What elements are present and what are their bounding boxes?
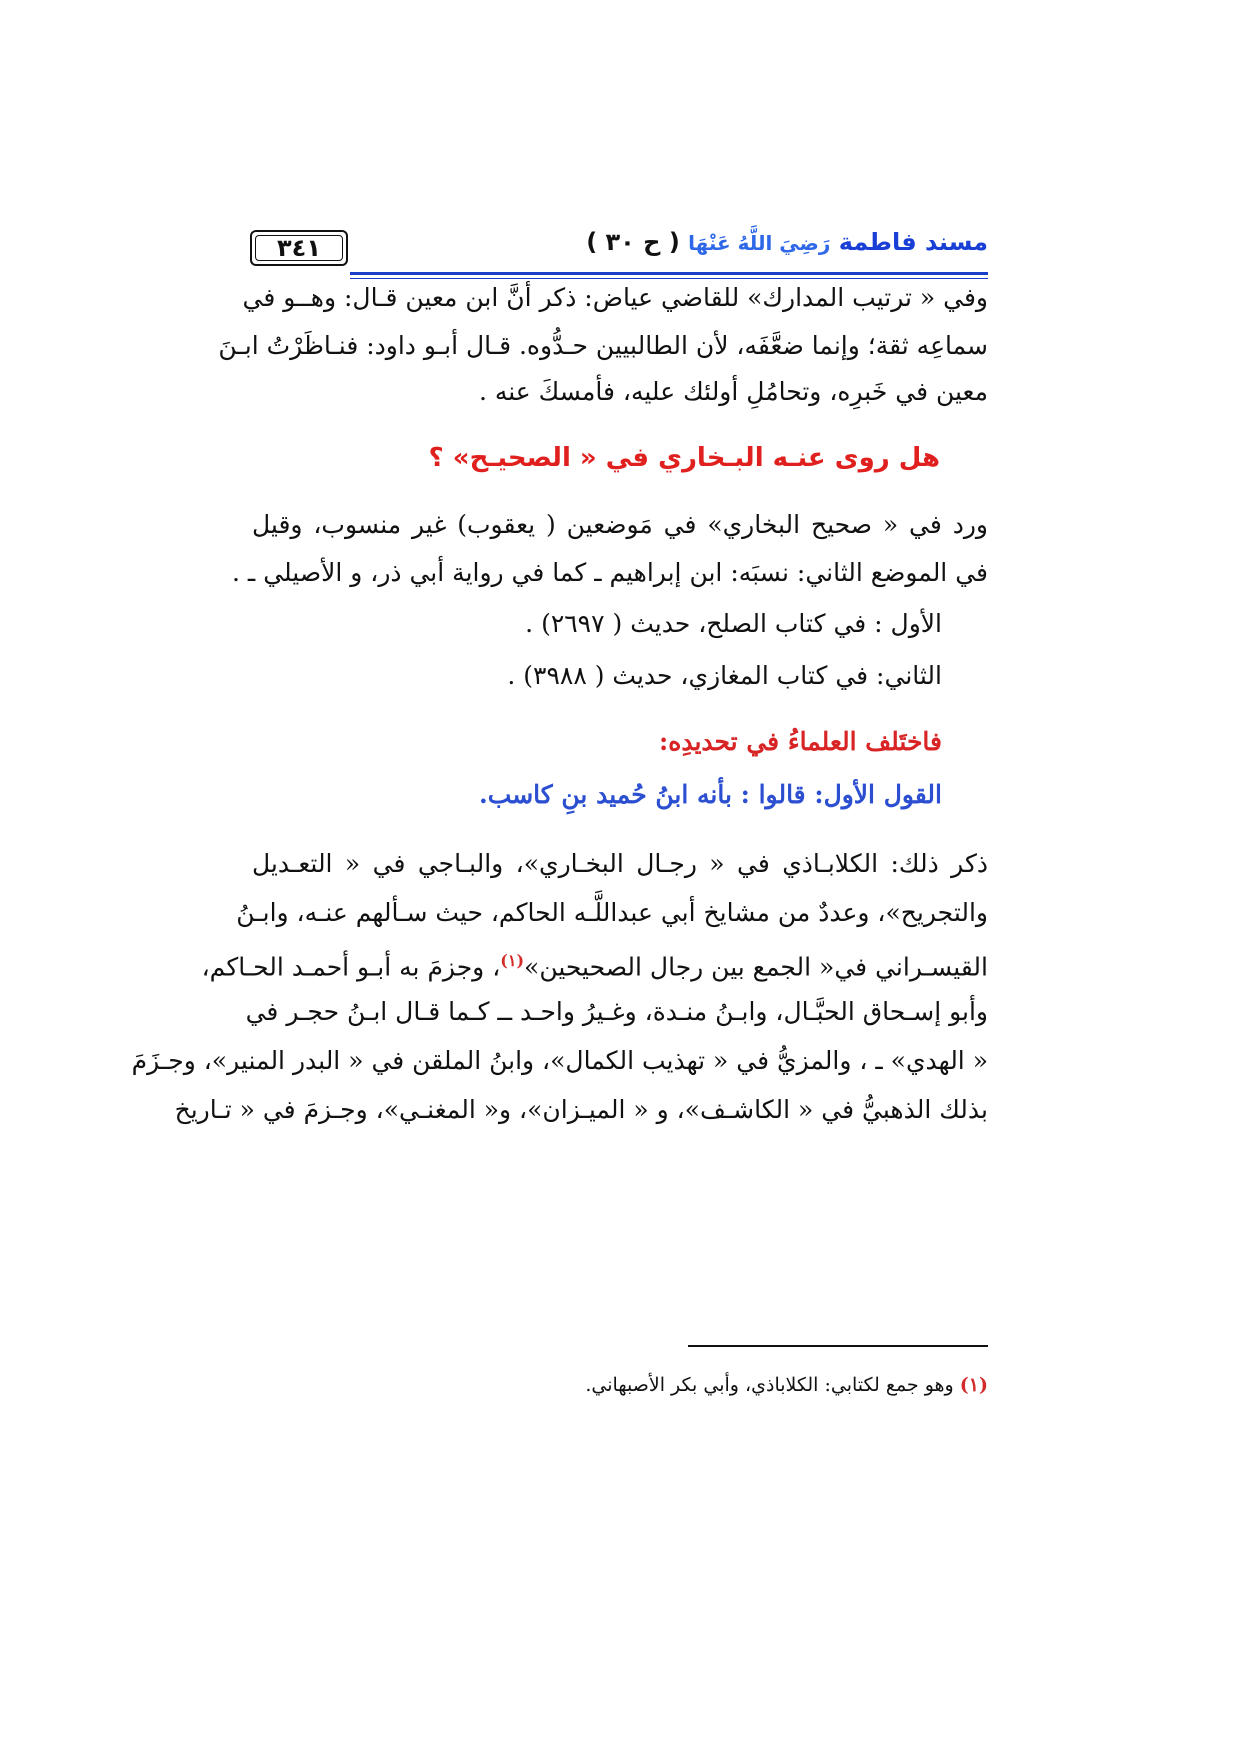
page-number-box: [250, 230, 348, 266]
paragraph-1-line-2: سماعِه ثقة؛ وإنما ضعَّفَه، لأن الطالبيين حـدُّوه. قـال أبـو داود: فنـاظَرْتُ ابـنَ: [218, 331, 988, 360]
paragraph-3-line-4: وأبو إسـحاق الحبَّـال، وابـنُ منـدة، وغـيرُ واحـد ــ كـما قـال ابـنُ حجـر في: [245, 997, 988, 1026]
paragraph-3-line-3-a: القيسـراني في« الجمع بين رجال الصحيحين»: [524, 952, 988, 982]
paragraph-2-line-1: ورد في « صحيح البخاري» في مَوضعين ( يعقوب) غير منسوب، وقيل: [252, 510, 988, 539]
subheading-scholars-differ: فاختَلف العلماءُ في تحديدِه:: [659, 727, 942, 756]
section-heading: هل روى عنـه البـخاري في « الصحيـح» ؟: [428, 443, 940, 473]
paragraph-2-line-4: الثاني: في كتاب المغازي، حديث ( ٣٩٨٨) .: [507, 661, 942, 690]
paragraph-2-line-3: الأول : في كتاب الصلح، حديث ( ٢٦٩٧) .: [525, 609, 942, 638]
footnote-separator: [688, 1345, 988, 1347]
paragraph-3-line-6: بذلك الذهبيُّ في « الكاشـف»، و « الميـزان»، و« المغنـي»، وجـزمَ في « تـاريخ: [174, 1095, 988, 1124]
paragraph-3-line-3-b: ، وجزمَ به أبـو أحمـد الحـاكم،: [201, 952, 501, 982]
page-header: [250, 228, 988, 272]
header-rule-thick: [350, 272, 988, 275]
running-title: [586, 228, 988, 256]
footnote-number: (١): [959, 1374, 988, 1396]
footnote: [585, 1370, 988, 1400]
paragraph-3-line-3: [201, 941, 988, 987]
honorific-glyph: رَضِيَ اللَّهُ عَنْهَا: [688, 231, 831, 255]
paragraph-1-line-1: وفي « ترتيب المدارك» للقاضي عياض: ذكر أنَّ ابن معين قـال: وهــو في: [242, 283, 988, 312]
running-title-name: مسند فاطمة: [838, 228, 988, 256]
footnote-reference: (١): [500, 951, 525, 970]
paragraph-2-line-2: في الموضع الثاني: نسبَه: ابن إبراهيم ـ كما في رواية أبي ذر، و الأصيلي ـ .: [232, 558, 988, 587]
page-number: ٣٤١: [277, 234, 321, 262]
subheading-first-opinion: القول الأول: قالوا : بأنه ابنُ حُميد بنِ كاسب.: [478, 780, 942, 809]
footnote-text: وهو جمع لكتابي: الكلاباذي، وأبي بكر الأصبهاني.: [585, 1374, 954, 1396]
paragraph-1-line-3: معين في خَبرِه، وتحامُلِ أولئك عليه، فأمسكَ عنه .: [478, 377, 988, 406]
paragraph-3-line-2: والتجريح»، وعددٌ من مشايخ أبي عبداللَّـه الحاكم، حيث سـألهم عنـه، وابـنُ: [236, 898, 988, 927]
paragraph-3-line-1: ذكر ذلك: الكلابـاذي في « رجـال البخـاري»، والبـاجي في « التعـديل: [252, 849, 988, 878]
paragraph-3-line-5: « الهدي» ـ ، والمزيُّ في « تهذيب الكمال»، وابنُ الملقن في « البدر المنير»، وجـزَمَ: [131, 1046, 988, 1075]
hadith-ref: ( ح ٣٠ ): [586, 228, 680, 256]
